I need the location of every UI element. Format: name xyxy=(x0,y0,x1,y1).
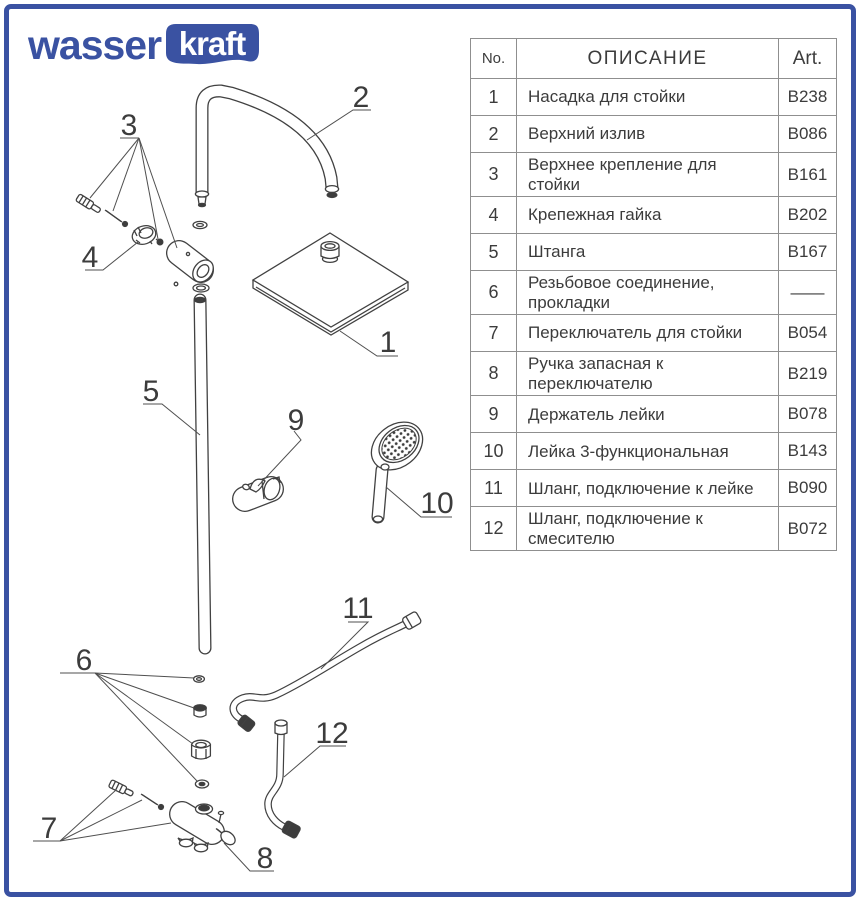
part-label-5: 5 xyxy=(142,375,160,408)
cell-description: Штанга xyxy=(517,234,779,271)
cell-no: 11 xyxy=(471,470,517,507)
brand-wasser-text: wasser xyxy=(28,21,162,68)
part-stand-pipe xyxy=(194,297,205,648)
brand-kraft-text: kraft xyxy=(178,25,246,62)
part-upper-spout xyxy=(195,91,338,207)
cell-description: Резьбовое соединение, прокладки xyxy=(517,271,779,315)
cell-art: B078 xyxy=(779,396,837,433)
part-fastening-nut xyxy=(130,223,158,248)
part-label-2: 2 xyxy=(352,81,370,114)
part-shower-holder xyxy=(242,476,283,502)
cell-description: Шланг, подключение к лейке xyxy=(517,470,779,507)
cell-no: 3 xyxy=(471,153,517,197)
part-labels xyxy=(41,81,454,875)
cell-no: 8 xyxy=(471,352,517,396)
part-diverter xyxy=(108,780,212,852)
header-description: ОПИСАНИЕ xyxy=(517,39,779,79)
part-hose-to-shower xyxy=(233,611,422,733)
part-label-11: 11 xyxy=(342,592,374,625)
cell-art: B219 xyxy=(779,352,837,396)
part-label-10: 10 xyxy=(420,487,454,520)
cell-art: B090 xyxy=(779,470,837,507)
table-row xyxy=(471,433,837,470)
cell-description: Верхнее крепление для стойки xyxy=(517,153,779,197)
cell-description: Держатель лейки xyxy=(517,396,779,433)
cell-no: 2 xyxy=(471,116,517,153)
header-art: Art. xyxy=(779,39,837,79)
cell-art: B086 xyxy=(779,116,837,153)
cell-art: B167 xyxy=(779,234,837,271)
cell-description: Переключатель для стойки xyxy=(517,315,779,352)
part-label-4: 4 xyxy=(81,241,99,274)
cell-description: Ручка запасная к переключателю xyxy=(517,352,779,396)
cell-art: B238 xyxy=(779,79,837,116)
cell-art: —— xyxy=(779,271,837,315)
cell-art: B072 xyxy=(779,507,837,551)
part-label-3: 3 xyxy=(120,109,138,142)
table-row xyxy=(471,79,837,116)
table-row xyxy=(471,470,837,507)
cell-no: 4 xyxy=(471,197,517,234)
part-label-9: 9 xyxy=(287,404,305,437)
cell-no: 7 xyxy=(471,315,517,352)
header-no: No. xyxy=(471,39,517,79)
part-hose-to-mixer xyxy=(268,720,301,839)
cell-description: Верхний излив xyxy=(517,116,779,153)
cell-art: B161 xyxy=(779,153,837,197)
table-header-row xyxy=(471,39,837,79)
table-row xyxy=(471,271,837,315)
cell-no: 10 xyxy=(471,433,517,470)
part-label-8: 8 xyxy=(256,842,274,875)
cell-no: 6 xyxy=(471,271,517,315)
table-row xyxy=(471,197,837,234)
part-label-6: 6 xyxy=(75,644,93,677)
part-label-12: 12 xyxy=(315,717,349,750)
cell-no: 9 xyxy=(471,396,517,433)
table-row xyxy=(471,396,837,433)
part-joints-gaskets xyxy=(192,676,211,788)
cell-art: B054 xyxy=(779,315,837,352)
part-shower-head-plate xyxy=(253,233,408,335)
table-row xyxy=(471,116,837,153)
table-row xyxy=(471,234,837,271)
part-label-7: 7 xyxy=(40,812,58,845)
cell-description: Шланг, подключение к смесителю xyxy=(517,507,779,551)
cell-no: 5 xyxy=(471,234,517,271)
leader-5 xyxy=(143,404,200,435)
table-row xyxy=(471,153,837,197)
cell-description: Лейка 3-функциональная xyxy=(517,433,779,470)
table-row xyxy=(471,315,837,352)
cell-description: Насадка для стойки xyxy=(517,79,779,116)
cell-no: 1 xyxy=(471,79,517,116)
table-row xyxy=(471,352,837,396)
part-label-1: 1 xyxy=(379,326,397,359)
table-row xyxy=(471,507,837,551)
parts-table xyxy=(470,38,837,551)
leader-12 xyxy=(284,746,346,777)
cell-art: B202 xyxy=(779,197,837,234)
cell-no: 12 xyxy=(471,507,517,551)
cell-description: Крепежная гайка xyxy=(517,197,779,234)
cell-art: B143 xyxy=(779,433,837,470)
